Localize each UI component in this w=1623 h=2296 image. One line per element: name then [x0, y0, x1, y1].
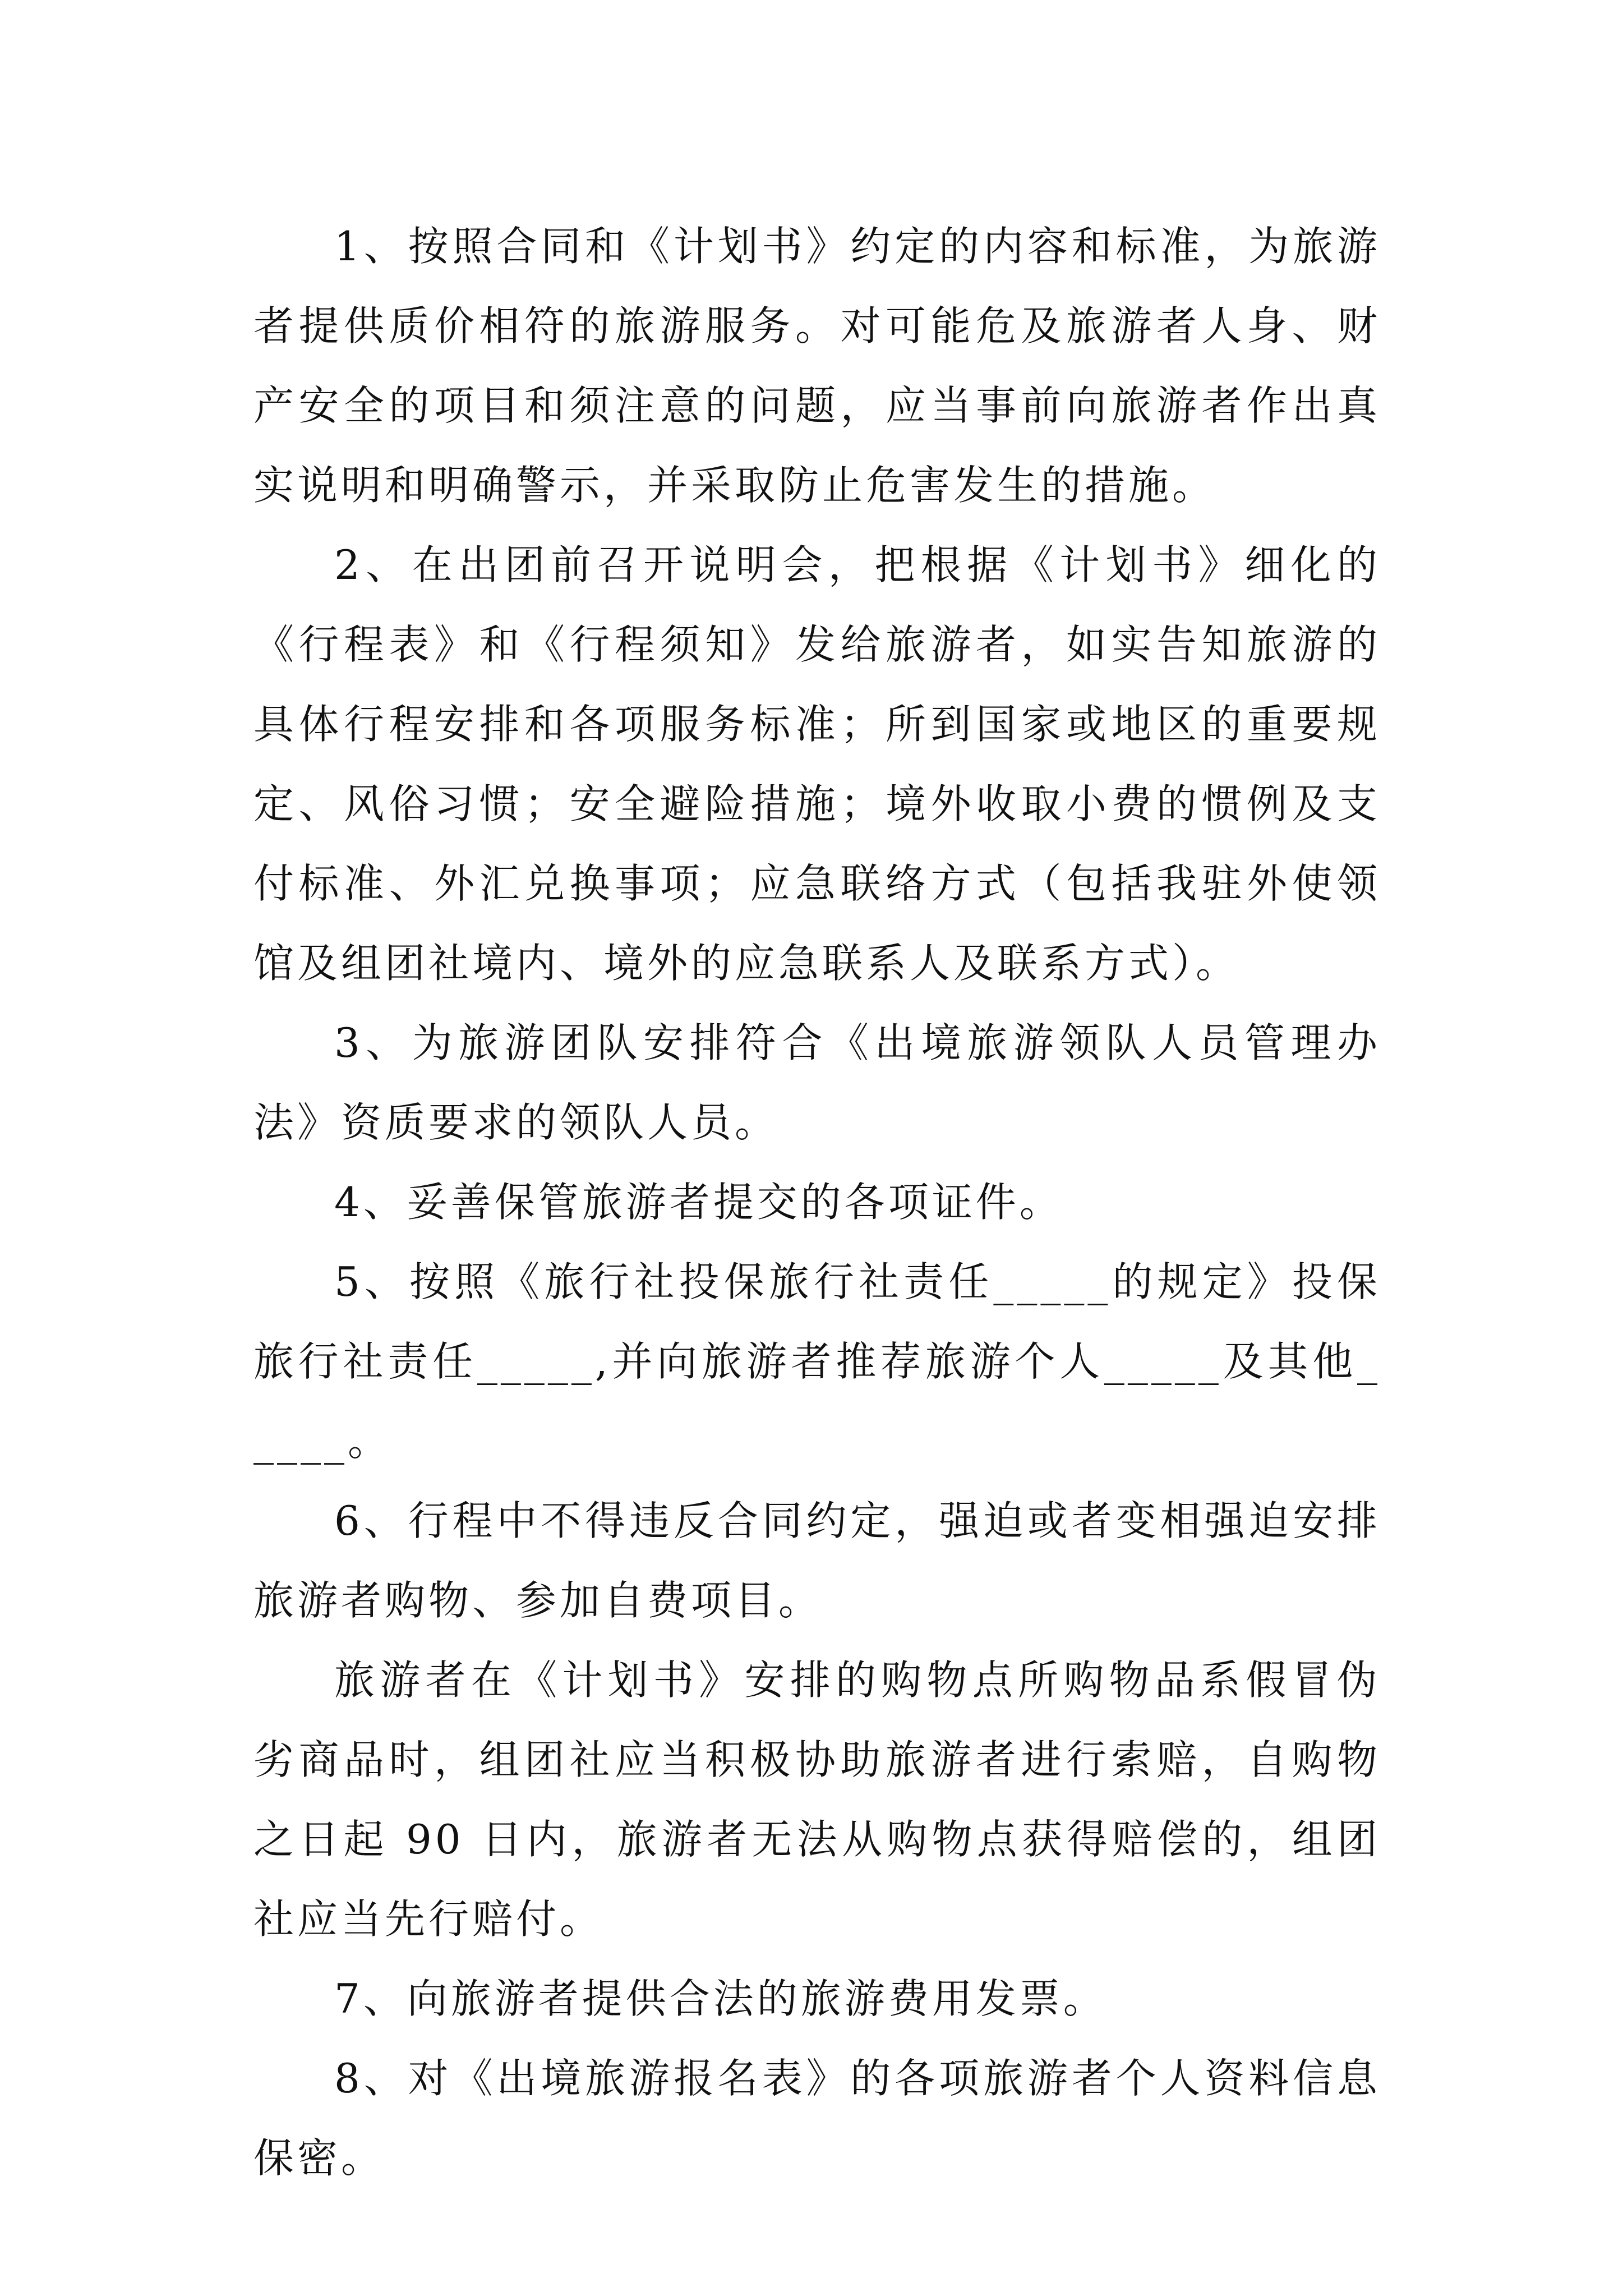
paragraph-item-8: 8、对《出境旅游报名表》的各项旅游者个人资料信息保密。: [253, 2055, 1381, 2182]
paragraph-item-2: 2、在出团前召开说明会，把根据《计划书》细化的《行程表》和《行程须知》发给旅游者，如实告知旅游的具体行程安排和各项服务标准；所到国家或地区的重要规定、风俗习惯；安全避险措施；境外收取小费的惯例及支付标准、外汇兑换事项；应急联络方式（包括我驻外使领馆及组团社境内、境外的应急联系人及联系方式）。: [253, 541, 1381, 987]
paragraph-item-7: 7、向旅游者提供合法的旅游费用发票。: [334, 1975, 1107, 2022]
paragraph-item-4: 4、妥善保管旅游者提交的各项证件。: [334, 1179, 1063, 1226]
paragraph-item-1: 1、按照合同和《计划书》约定的内容和标准，为旅游者提供质价相符的旅游服务。对可能危及旅游者人身、财产安全的项目和须注意的问题，应当事前向旅游者作出真实说明和明确警示，并采取防止危害发生的措施。: [253, 223, 1381, 509]
paragraph-item-3: 3、为旅游团队安排符合《出境旅游领队人员管理办法》资质要求的领队人员。: [253, 1019, 1381, 1146]
paragraph-item-6: 6、行程中不得违反合同约定，强迫或者变相强迫安排旅游者购物、参加自费项目。: [253, 1497, 1381, 1624]
document-body: [253, 206, 1381, 2198]
paragraph-shopping-compensation: 旅游者在《计划书》安排的购物点所购物品系假冒伪劣商品时，组团社应当积极协助旅游者进行索赔，自购物之日起 90 日内，旅游者无法从购物点获得赔偿的，组团社应当先行赔付。: [253, 1657, 1381, 1943]
paragraph-item-5: 5、按照《旅行社投保旅行社责任_____的规定》投保旅行社责任_____,并向旅游者推荐旅游个人_____及其他_____。: [253, 1258, 1381, 1465]
